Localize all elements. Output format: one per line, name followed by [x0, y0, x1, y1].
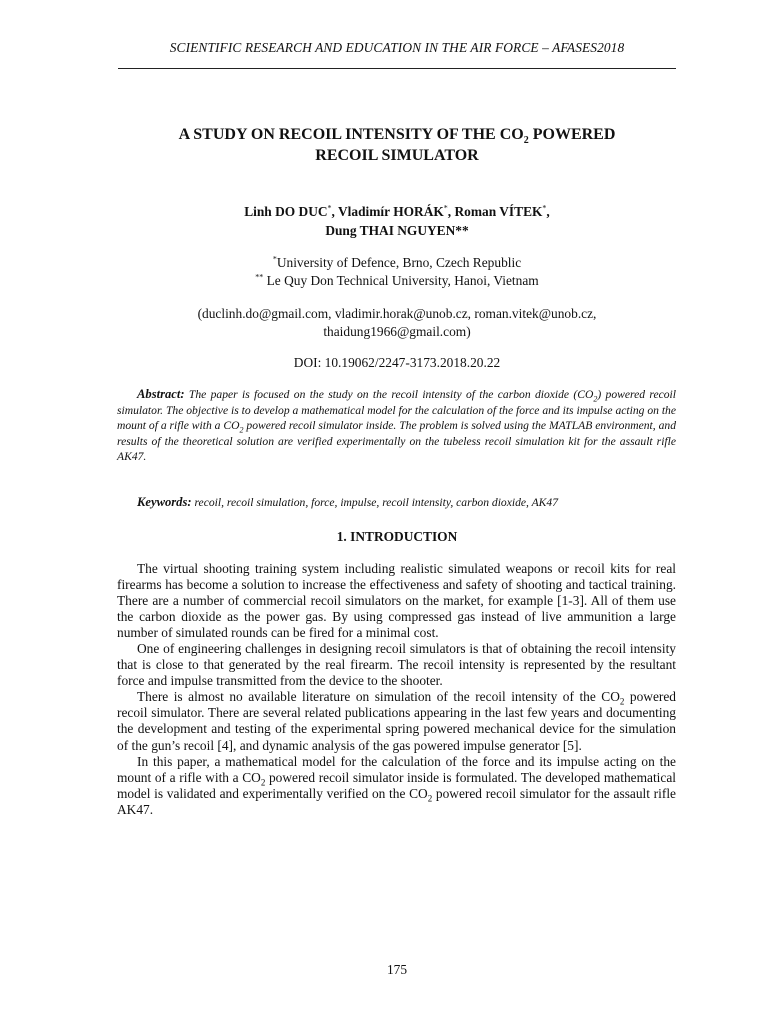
title-line1-post: POWERED: [528, 126, 616, 143]
abstract: [117, 387, 676, 465]
abstract-subscript-1: 2: [593, 394, 598, 404]
running-header-text: SCIENTIFIC RESEARCH AND EDUCATION IN THE AIR FORCE – AFASES2018: [169, 40, 625, 55]
page-number: [118, 962, 676, 978]
paragraph-4-subscript-1: 2: [260, 777, 266, 788]
header-divider: [118, 68, 676, 69]
paragraph-4-text-b: powered recoil simulator inside is formulated. The developed mathematical model is validated and experimentally verified on the CO: [117, 769, 676, 801]
section-heading-text: 1. INTRODUCTION: [336, 529, 458, 544]
affiliation-1: University of Defence, Brno, Czech Republic: [276, 255, 522, 270]
affiliation-2: Le Quy Don Technical University, Hanoi, Vietnam: [263, 273, 539, 288]
abstract-label: Abstract:: [137, 387, 185, 401]
author-1: Linh DO DUC: [244, 204, 328, 219]
paragraph-4-text-a: In this paper, a mathematical model for the calculation of the force and its impulse acting on the mount of a rifle with a CO: [117, 753, 676, 785]
abstract-text-3: powered recoil simulator inside. The problem is solved using the MATLAB environment, and results of the theoretical solution are verified experimentally on the tubeless recoil simulation kit for the assault rifle AK47.: [117, 419, 676, 464]
abstract-text-1: The paper is focused on the study on the recoil intensity of the carbon dioxide (CO: [184, 388, 594, 401]
affiliation-2-mark: **: [255, 272, 264, 282]
title-line1-pre: A STUDY ON RECOIL INTENSITY OF THE CO: [178, 126, 524, 143]
doi: [118, 355, 676, 371]
paragraph-4-text-c: powered recoil simulator for the assault rifle AK47.: [117, 785, 676, 817]
title-subscript: 2: [523, 135, 529, 147]
paragraph-3-subscript: 2: [619, 697, 625, 708]
emails-line-2: thaidung1966@gmail.com): [323, 324, 471, 339]
author-list: Linh DO DUC*, Vladimír HORÁK*, Roman VÍTEK*, Dung THAI NGUYEN**: [244, 203, 550, 238]
doi-text: DOI: 10.19062/2247-3173.2018.20.22: [293, 355, 501, 370]
author-3: Roman VÍTEK: [454, 204, 543, 219]
author-2: Vladimír HORÁK: [338, 204, 444, 219]
emails-line-1: (duclinh.do@gmail.com, vladimir.horak@unob.cz, roman.vitek@unob.cz,: [197, 306, 597, 321]
title-line2: RECOIL SIMULATOR: [315, 147, 479, 164]
affiliations: [118, 254, 676, 290]
paper-title: [118, 124, 676, 166]
paragraph-3: [117, 689, 676, 753]
paragraph-2: One of engineering challenges in designing recoil simulators is that of obtaining the recoil intensity that is close to that generated by the real firearm. The recoil intensity is represented by the resultant force and impulse transmitted from the device to the shooter.: [117, 641, 676, 689]
section-heading: [118, 529, 676, 545]
keywords-label: Keywords:: [137, 495, 192, 509]
paragraph-4-subscript-2: 2: [427, 793, 433, 804]
paragraph-3-text-a: There is almost no available literature on simulation of the recoil intensity of the CO: [137, 689, 620, 705]
author-2-mark: *: [443, 203, 448, 213]
keywords: [117, 495, 676, 510]
abstract-text-2: ) powered recoil simulator. The objective is to develop a mathematical model for the calculation of the force and its impulse acting on the mount of a rifle with a CO: [117, 388, 676, 433]
author-4: Dung THAI NGUYEN**: [325, 223, 469, 238]
author-emails: [118, 305, 676, 341]
paragraph-4: [117, 754, 676, 818]
abstract-subscript-2: 2: [239, 425, 244, 435]
author-1-mark: *: [327, 203, 332, 213]
author-3-mark: *: [542, 203, 547, 213]
paragraph-1: The virtual shooting training system including realistic simulated weapons or recoil kits for real firearms has become a solution to increase the effectiveness and safety of shooting and tactical training. There are a number of commercial recoil simulators on the market, for example [1-3]. All of them use the carbon dioxide as the power gas. By using compressed gas instead of live ammunition a large number of simulated rounds can be fired for a minimal cost.: [117, 561, 676, 641]
paragraph-3-text-b: powered recoil simulator. There are several related publications appearing in the last few years and documenting the development and testing of the experimental spring powered mechanical device for the simulation of the gun’s recoil [4], and dynamic analysis of the gas powered impulse generator [5].: [117, 689, 676, 753]
affiliation-1-mark: *: [272, 254, 277, 264]
keywords-text: recoil, recoil simulation, force, impulse, recoil intensity, carbon dioxide, AK47: [191, 496, 559, 509]
introduction-body: [117, 561, 676, 818]
page-number-text: 175: [386, 962, 408, 977]
running-header: [118, 40, 676, 56]
